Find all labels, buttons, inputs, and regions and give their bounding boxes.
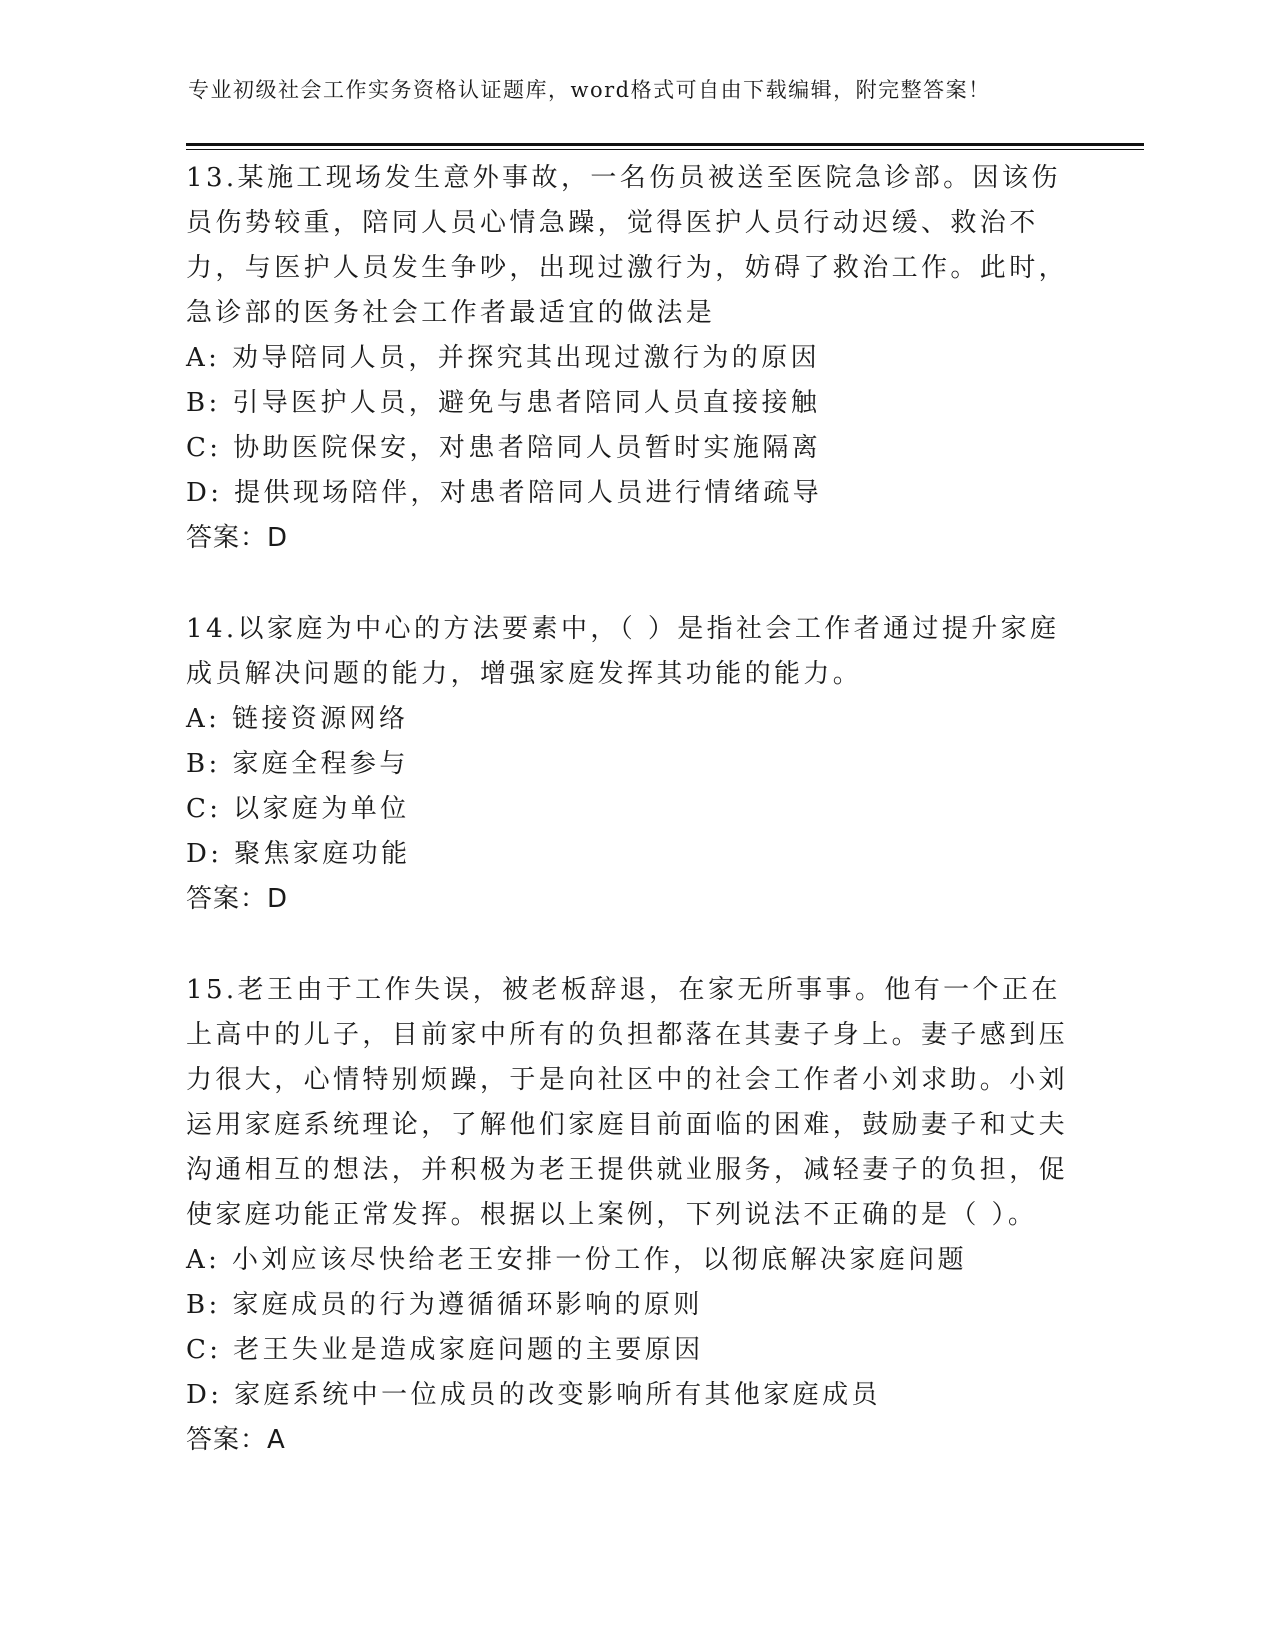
option-d: D: 聚焦家庭功能 [186, 839, 411, 869]
option-a: A: 劝导陪同人员，并探究其出现过激行为的原因 [186, 343, 821, 373]
question-list [186, 156, 1086, 1463]
option-d: D: 提供现场陪伴，对患者陪同人员进行情绪疏导 [186, 478, 823, 508]
question-text: 14.以家庭为中心的方法要素中，（ ）是指社会工作者通过提升家庭成员解决问题的能力，增强家庭发挥其功能的能力。 [186, 614, 1060, 689]
question-14 [186, 607, 1086, 922]
option-a: A: 小刘应该尽快给老王安排一份工作，以彻底解决家庭问题 [186, 1245, 968, 1275]
question-15 [186, 968, 1086, 1463]
header-divider-thick [186, 143, 1144, 146]
question-spacer [186, 922, 1086, 968]
option-d: D: 家庭系统中一位成员的改变影响所有其他家庭成员 [186, 1380, 881, 1410]
option-c: C: 以家庭为单位 [186, 794, 410, 824]
option-b: B: 家庭全程参与 [186, 749, 409, 779]
option-a: A: 链接资源网络 [186, 704, 409, 734]
header-divider-thin [186, 149, 1144, 150]
answer: 答案：D [186, 523, 289, 553]
question-13 [186, 156, 1086, 561]
option-c: C: 老王失业是造成家庭问题的主要原因 [186, 1335, 704, 1365]
answer: 答案：A [186, 1425, 286, 1455]
answer: 答案：D [186, 884, 289, 914]
question-text: 13.某施工现场发生意外事故，一名伤员被送至医院急诊部。因该伤员伤势较重，陪同人员心情急躁，觉得医护人员行动迟缓、救治不力，与医护人员发生争吵，出现过激行为，妨碍了救治工作。此时，急诊部的医务社会工作者最适宜的做法是 [186, 163, 1069, 328]
option-c: C: 协助医院保安，对患者陪同人员暂时实施隔离 [186, 433, 822, 463]
question-text: 15.老王由于工作失误，被老板辞退，在家无所事事。他有一个正在上高中的儿子，目前家中所有的负担都落在其妻子身上。妻子感到压力很大，心情特别烦躁，于是向社区中的社会工作者小刘求助。小刘运用家庭系统理论，了解他们家庭目前面临的困难，鼓励妻子和丈夫沟通相互的想法，并积极为老王提供就业服务，减轻妻子的负担，促使家庭功能正常发挥。根据以上案例，下列说法不正确的是（ ）。 [186, 975, 1069, 1230]
option-b: B: 家庭成员的行为遵循循环影响的原则 [186, 1290, 703, 1320]
page-header: 专业初级社会工作实务资格认证题库，word格式可自由下载编辑，附完整答案！ [188, 78, 991, 102]
question-spacer [186, 561, 1086, 607]
option-b: B: 引导医护人员，避免与患者陪同人员直接接触 [186, 388, 821, 418]
